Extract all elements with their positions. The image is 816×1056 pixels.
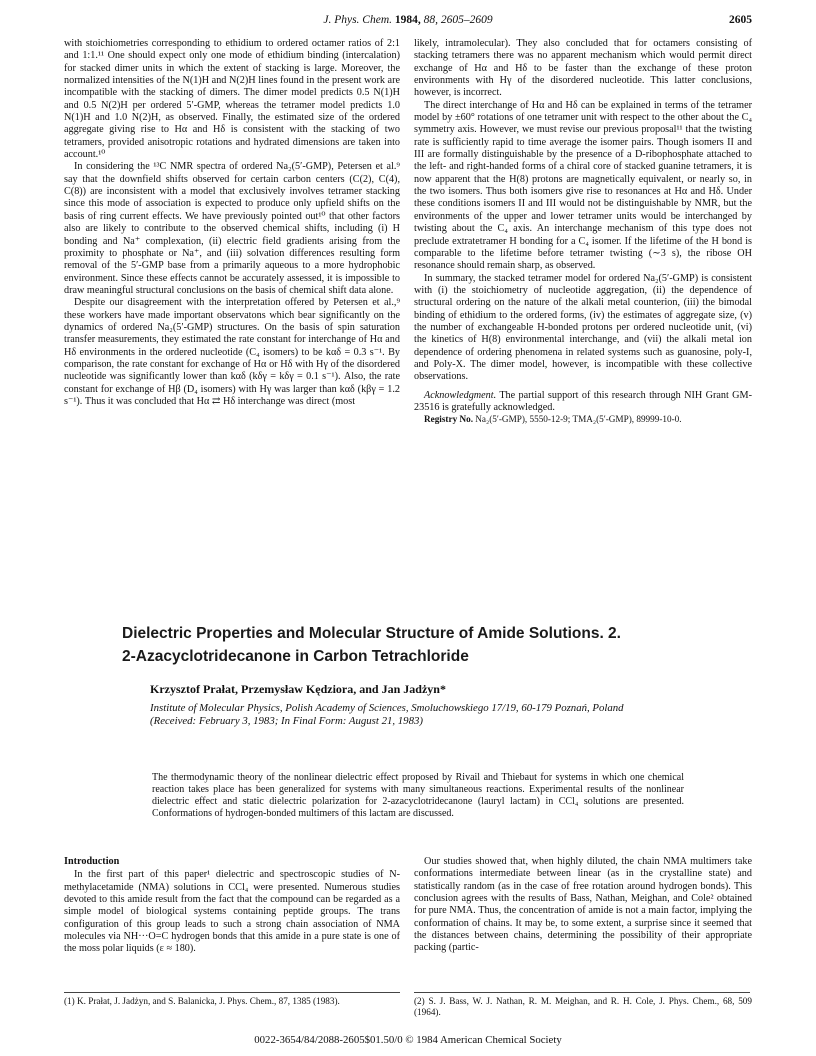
paragraph: Our studies showed that, when highly diluted, the chain NMA multimers take conformations intermediate between linear (as in the crystalline state) and statistically random (as in the case of free rotation around hydrogen bonds). This conclusion agrees with the results of Bass, Nathan, Meighan, and Cole² obtained for pure NMA. Thus, the concentration of amide is not a main factor, implying the conformation of chains. It may be, to some extent, a surprise since it seemed that the distances between chains, determining the possibility of their appropriate packing (partic-: [414, 856, 752, 954]
intro-left-column: [64, 856, 400, 956]
footnote-divider: [64, 992, 400, 993]
paragraph: The direct interchange of Hα and Hδ can be explained in terms of the tetramer model by ±60° rotations of one tetramer unit with respect to the other about the C₄ symmetry axis. However, we must revise our previous proposal¹¹ that the twisting rate is sufficiently rapid to time average the isomer pairs. Though isomers II and III are formally distinguishable by the presence of a D-ribophosphate attached to the left- and right-handed forms of a chiral core of stacked guanine tetramers, it is now apparent that the H(8) protons are magnetically equivalent, or nearly so, in the two isomers. Thus both isomers give rise to resonances at Hα and Hδ. Under these conditions isomers II and III would not be distinguishable by NMR, but the environments of the upper and lower tetramer units would be interchanged by twisting about the C₄ axis. An interchange mechanism of this type does not preclude extratetramer H bonding for a C₄ isomer. If the lifetime of the H bond is comparable to the lifetime before tetramer twisting (∼3 s), the ribose OH resonance should remain sharp, as observed.: [414, 99, 752, 272]
abstract: The thermodynamic theory of the nonlinear dielectric effect proposed by Rivail and Thiebaut for systems in which one chemical reaction takes place has been generalized for systems with many simultaneous reactions. Experimental results of the nonlinear dielectric effect and static dielectric polarization for 2-azacyclotridecanone (lauryl lactam) in CCl₄ solutions are presented. Conformations of hydrogen-bonded multimers of this lactam are discussed.: [152, 772, 684, 819]
copyright-footer: 0022-3654/84/2088-2605$01.50/0 © 1984 American Chemical Society: [254, 1034, 562, 1046]
paragraph: likely, intramolecular). They also concluded that for octamers consisting of stacking tetramers there was no apparent mechanism which would permit direct exchange of Hα and Hδ to be faster than the exchange of these proton environments with Hγ of the disordered nucleotide. This latter conclusions, however, is incorrect.: [414, 38, 752, 99]
footnote: (1) K. Prałat, J. Jadżyn, and S. Balanicka, J. Phys. Chem., 87, 1385 (1983).: [64, 996, 340, 1006]
running-header: [64, 14, 752, 30]
footnote: (2) S. J. Bass, W. J. Nathan, R. M. Meighan, and R. H. Cole, J. Phys. Chem., 68, 509 (1964).: [414, 996, 752, 1017]
acknowledgment: [414, 390, 752, 415]
page-number: 2605: [729, 14, 752, 26]
paragraph: In considering the ¹³C NMR spectra of ordered Na₂(5′-GMP), Petersen et al.⁹ say that the downfield shifts observed for certain carbon centers (C(2), C(4), C(8)) are inconsistent with a model that exclusively involves tetramer stacking since this mode of association is expected to produce only upfield shifts on the basis of ring current effects. We have previously pointed out¹⁰ that other factors also are likely to contribute to the observed chemical shifts, including (i) H bonding and Na⁺ complexation, (ii) electric field gradients arising from the proximity to phosphate or Na⁺, and (iii) solvation differences resulting form removal of the 5′-GMP base from a primarily aqueous to a more hydrophobic environment. Since these effects cannot be accurately assessed, it is impossible to draw meaningful structural conclusions on the basis of chemical shift data alone.: [64, 161, 400, 296]
authors: Krzysztof Prałat, Przemysław Kędziora, and Jan Jadżyn*: [150, 682, 446, 696]
journal-citation: [64, 14, 752, 26]
prev-article-left-column: [64, 38, 400, 408]
intro-right-column: [414, 856, 752, 955]
title-line-2: 2-Azacyclotridecanone in Carbon Tetrachloride: [122, 648, 469, 665]
title-line-1: Dielectric Properties and Molecular Structure of Amide Solutions. 2.: [122, 625, 621, 642]
registry-label: Registry No.: [424, 414, 473, 425]
registry-text: Na₂(5′-GMP), 5550-12-9; TMA₂(5′-GMP), 89999-10-0.: [473, 414, 682, 425]
acknowledgment-label: Acknowledgment.: [424, 389, 497, 401]
paragraph: In summary, the stacked tetramer model for ordered Na₂(5′-GMP) is consistent with (i) the stoichiometry of nucleotide aggregation, (ii) the dependence of structural ordering on the nature of the alkali metal counterion, (iii) the bimodal binding of ethidium to the ordered forms, (iv) the estimates of aggregate size, (v) the number of exchangeable H-bonded protons per ordered nucleotide unit, (vi) the kinetics of H(8) environmental interchange, and (vii) the alkali metal ion dependence of ordering phenomena in related systems such as guanosine, poly-I, and Poly-X. The dimer model, however, is incompatible with these collective observations.: [414, 272, 752, 383]
acknowledgment-text: The partial support of this research through NIH Grant GM-23516 is gratefully acknowledged.: [414, 389, 752, 413]
institute: Institute of Molecular Physics, Polish Academy of Sciences, Smoluchowskiego 17/19, 60-179 Poznań, Poland: [150, 702, 624, 714]
paragraph: In the first part of this paper¹ dielectric and spectroscopic studies of N-methylacetamide (NMA) solutions in CCl₄ were presented. Numerous studies devoted to this amide result from the fact that the compound can be regarded as a simple model of biological systems containing peptide groups. The trans configuration of this group leads to such a strong chain association of NMA molecules via NH···O=C hydrogen bonds that this amide in a pure state is one of the moss polar liquids (ε ≈ 180).: [64, 869, 400, 955]
journal-name: J. Phys. Chem.: [323, 14, 393, 26]
section-heading: Introduction: [64, 856, 120, 867]
article-title: [122, 622, 722, 668]
paragraph: with stoichiometries corresponding to ethidium to ordered octamer ratios of 2:1 and 1:1.¹¹ One should expect only one mode of ethidium binding (intercalation) for stacked dimer units in which the extent of stacking is large. Moreover, the normalized intensities of the N(1)H and N(2)H lines found in the present work are incompatible with the stacking of dimers. The dimer model predicts 0.5 N(1)H and 0.5 N(2)H per ordered 5′-GMP, whereas the tetramer model predicts 1.0 N(1)H and 1.0 N(2)H, as observed. Finally, the estimated size of the ordered aggregate giving rise to Hα and Hδ is consistent with the stacking of two tetramers, provided anisotropic rotations and hydrated dimensions are taken into account.¹⁰: [64, 38, 400, 161]
affiliation: [150, 702, 750, 728]
journal-year: 1984,: [394, 14, 421, 26]
footnote-divider: [414, 992, 750, 993]
registry-numbers: [414, 414, 752, 426]
volume-pages: 88, 2605–2609: [423, 14, 493, 26]
paragraph: Despite our disagreement with the interpretation offered by Petersen et al.,⁹ these workers have made important observatons which bear significantly on the dynamics of ordered Na₂(5′-GMP) structures. On the basis of spin saturation transfer measurements, they estimated the rate constant for interchange of Hα and Hδ environments in the ordered nucleotide (C₄ isomers) to be kαδ = 0.3 s⁻¹. By comparison, the rate constant for exchange of Hα or Hδ with Hγ of the disordered nucleotide was significantly lower than kαδ (kδγ = kδγ = 0.1 s⁻¹). Also, the rate constant for exchange of Hβ (D₄ isomers) with Hγ was larger than kαδ (kβγ = 1.2 s⁻¹). Thus it was concluded that Hα ⇄ Hδ interchange was direct (most: [64, 297, 400, 407]
prev-article-right-column: [414, 38, 752, 426]
received-dates: (Received: February 3, 1983; In Final Form: August 21, 1983): [150, 715, 423, 727]
